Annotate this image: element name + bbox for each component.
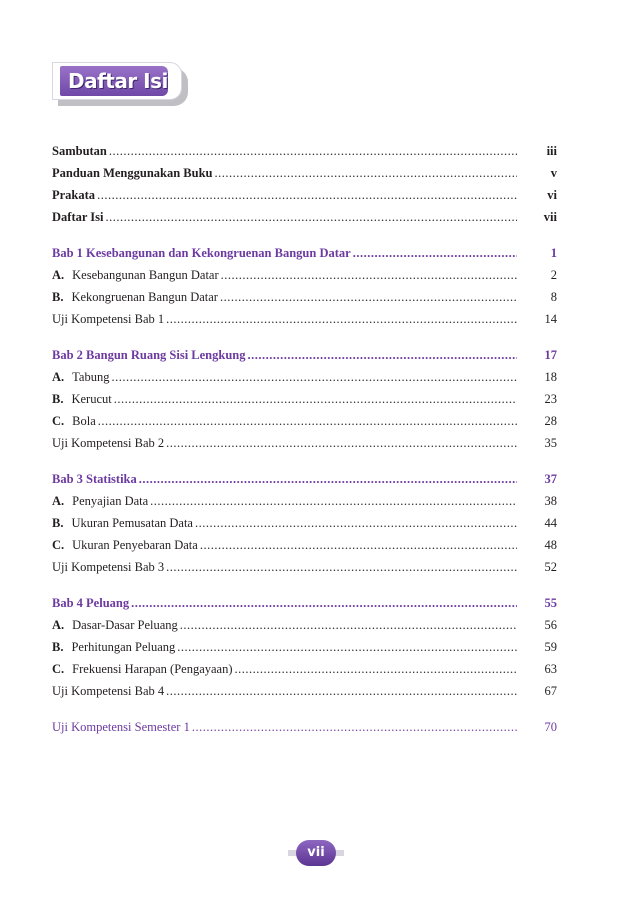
toc-semester-test[interactable] bbox=[52, 716, 557, 738]
dot-leader bbox=[200, 534, 517, 556]
toc-entry-label: Uji Kompetensi Semester 1 bbox=[52, 720, 190, 734]
toc-page-number: 28 bbox=[544, 414, 557, 428]
dot-leader bbox=[248, 344, 518, 366]
dot-leader bbox=[131, 592, 517, 614]
toc-chapter-heading[interactable] bbox=[52, 344, 557, 366]
dot-leader bbox=[97, 184, 517, 206]
toc-section-item[interactable] bbox=[52, 614, 557, 636]
toc-page-number: 35 bbox=[544, 436, 557, 450]
toc-chapter-heading[interactable] bbox=[52, 468, 557, 490]
toc-page-number: vi bbox=[547, 188, 557, 202]
section-spacer bbox=[52, 702, 557, 716]
section-letter: C. bbox=[52, 662, 65, 676]
toc-section-item[interactable] bbox=[52, 366, 557, 388]
dot-leader bbox=[166, 680, 517, 702]
section-letter: B. bbox=[52, 392, 64, 406]
dot-leader bbox=[235, 658, 517, 680]
toc-chapter-test[interactable] bbox=[52, 556, 557, 578]
section-letter: C. bbox=[52, 414, 65, 428]
toc-entry-label: Panduan Menggunakan Buku bbox=[52, 166, 213, 180]
dot-leader bbox=[114, 388, 517, 410]
toc-page-number: 52 bbox=[544, 560, 557, 574]
toc-section-item[interactable] bbox=[52, 512, 557, 534]
toc-page-number: 48 bbox=[544, 538, 557, 552]
section-title: Bola bbox=[72, 414, 96, 428]
dot-leader bbox=[106, 206, 517, 228]
section-letter: A. bbox=[52, 268, 65, 282]
toc-entry-label: Prakata bbox=[52, 188, 96, 202]
section-title: Kerucut bbox=[71, 392, 112, 406]
section-title: Penyajian Data bbox=[72, 494, 149, 508]
dot-leader bbox=[192, 716, 517, 738]
toc-entry-label bbox=[52, 614, 180, 636]
toc-page-number: iii bbox=[546, 144, 557, 158]
toc-section-item[interactable] bbox=[52, 658, 557, 680]
toc-page-number: 55 bbox=[544, 596, 557, 610]
toc-front-matter-item[interactable] bbox=[52, 162, 557, 184]
toc-chapter-test[interactable] bbox=[52, 680, 557, 702]
toc-page-number: 14 bbox=[544, 312, 557, 326]
section-title: Tabung bbox=[72, 370, 110, 384]
section-letter: B. bbox=[52, 290, 64, 304]
toc-page-number: 1 bbox=[550, 246, 557, 260]
section-spacer bbox=[52, 454, 557, 468]
toc-page-number: 2 bbox=[550, 268, 557, 282]
toc-chapter-test[interactable] bbox=[52, 308, 557, 330]
toc-page-number: 23 bbox=[544, 392, 557, 406]
toc-page-number: 59 bbox=[544, 640, 557, 654]
page-title: Daftar Isi bbox=[60, 66, 168, 96]
section-letter: A. bbox=[52, 618, 65, 632]
page-number: vii bbox=[307, 845, 325, 860]
toc-entry-label: Daftar Isi bbox=[52, 210, 104, 224]
toc-entry-label: Bab 4 Peluang bbox=[52, 596, 130, 610]
dot-leader bbox=[353, 242, 517, 264]
toc-section-item[interactable] bbox=[52, 286, 557, 308]
toc-page-number: 38 bbox=[544, 494, 557, 508]
toc-chapter-test[interactable] bbox=[52, 432, 557, 454]
section-title: Kesebangunan Bangun Datar bbox=[72, 268, 219, 282]
toc-entry-label bbox=[52, 490, 150, 512]
toc-page-number: 67 bbox=[544, 684, 557, 698]
dot-leader bbox=[195, 512, 517, 534]
toc-page-number: vii bbox=[543, 210, 557, 224]
toc-entry-label: Uji Kompetensi Bab 3 bbox=[52, 560, 165, 574]
toc-page-number: 17 bbox=[544, 348, 557, 362]
dot-leader bbox=[111, 366, 517, 388]
section-spacer bbox=[52, 578, 557, 592]
toc-page-number: v bbox=[550, 166, 557, 180]
toc-page-number: 44 bbox=[544, 516, 557, 530]
toc-entry-label bbox=[52, 534, 200, 556]
toc-page-number: 8 bbox=[550, 290, 557, 304]
section-title: Ukuran Penyebaran Data bbox=[72, 538, 198, 552]
toc-entry-label bbox=[52, 388, 114, 410]
dot-leader bbox=[221, 264, 517, 286]
toc-page-number: 70 bbox=[544, 720, 557, 734]
section-spacer bbox=[52, 330, 557, 344]
toc-front-matter-item[interactable] bbox=[52, 206, 557, 228]
section-title: Dasar-Dasar Peluang bbox=[72, 618, 178, 632]
toc-section-item[interactable] bbox=[52, 636, 557, 658]
toc-entry-label bbox=[52, 410, 98, 432]
toc-entry-label: Bab 2 Bangun Ruang Sisi Lengkung bbox=[52, 348, 246, 362]
toc-page-number: 63 bbox=[544, 662, 557, 676]
section-letter: B. bbox=[52, 640, 64, 654]
toc-page-number: 56 bbox=[544, 618, 557, 632]
toc-entry-label bbox=[52, 366, 111, 388]
page-number-badge bbox=[296, 840, 336, 866]
toc-entry-label bbox=[52, 286, 220, 308]
toc-section-item[interactable] bbox=[52, 388, 557, 410]
toc-entry-label: Uji Kompetensi Bab 4 bbox=[52, 684, 165, 698]
dot-leader bbox=[150, 490, 517, 512]
toc-entry-label bbox=[52, 512, 195, 534]
toc-front-matter-item[interactable] bbox=[52, 184, 557, 206]
dot-leader bbox=[166, 432, 517, 454]
title-badge bbox=[52, 62, 182, 100]
toc-section-item[interactable] bbox=[52, 264, 557, 286]
section-spacer bbox=[52, 228, 557, 242]
toc-entry-label: Bab 1 Kesebangunan dan Kekongruenan Bangun Datar bbox=[52, 246, 351, 260]
dot-leader bbox=[109, 140, 517, 162]
toc-chapter-heading[interactable] bbox=[52, 592, 557, 614]
section-letter: A. bbox=[52, 370, 65, 384]
toc-section-item[interactable] bbox=[52, 410, 557, 432]
dot-leader bbox=[215, 162, 518, 184]
section-letter: B. bbox=[52, 516, 64, 530]
dot-leader bbox=[166, 556, 517, 578]
toc-section-item[interactable] bbox=[52, 490, 557, 512]
dot-leader bbox=[180, 614, 517, 636]
toc-page-number: 37 bbox=[544, 472, 557, 486]
dot-leader bbox=[220, 286, 517, 308]
section-letter: C. bbox=[52, 538, 65, 552]
section-title: Ukuran Pemusatan Data bbox=[71, 516, 193, 530]
toc-entry-label bbox=[52, 636, 177, 658]
toc-entry-label: Sambutan bbox=[52, 144, 107, 158]
toc-entry-label: Bab 3 Statistika bbox=[52, 472, 137, 486]
section-title: Perhitungan Peluang bbox=[71, 640, 176, 654]
section-title: Kekongruenan Bangun Datar bbox=[71, 290, 218, 304]
toc-page-number: 18 bbox=[544, 370, 557, 384]
dot-leader bbox=[98, 410, 517, 432]
toc-entry-label bbox=[52, 264, 221, 286]
toc-entry-label bbox=[52, 658, 235, 680]
toc-front-matter-item[interactable] bbox=[52, 140, 557, 162]
dot-leader bbox=[177, 636, 517, 658]
dot-leader bbox=[166, 308, 517, 330]
table-of-contents bbox=[52, 140, 557, 738]
toc-section-item[interactable] bbox=[52, 534, 557, 556]
section-title: Frekuensi Harapan (Pengayaan) bbox=[72, 662, 233, 676]
toc-chapter-heading[interactable] bbox=[52, 242, 557, 264]
toc-entry-label: Uji Kompetensi Bab 2 bbox=[52, 436, 165, 450]
toc-entry-label: Uji Kompetensi Bab 1 bbox=[52, 312, 165, 326]
section-letter: A. bbox=[52, 494, 65, 508]
dot-leader bbox=[139, 468, 517, 490]
